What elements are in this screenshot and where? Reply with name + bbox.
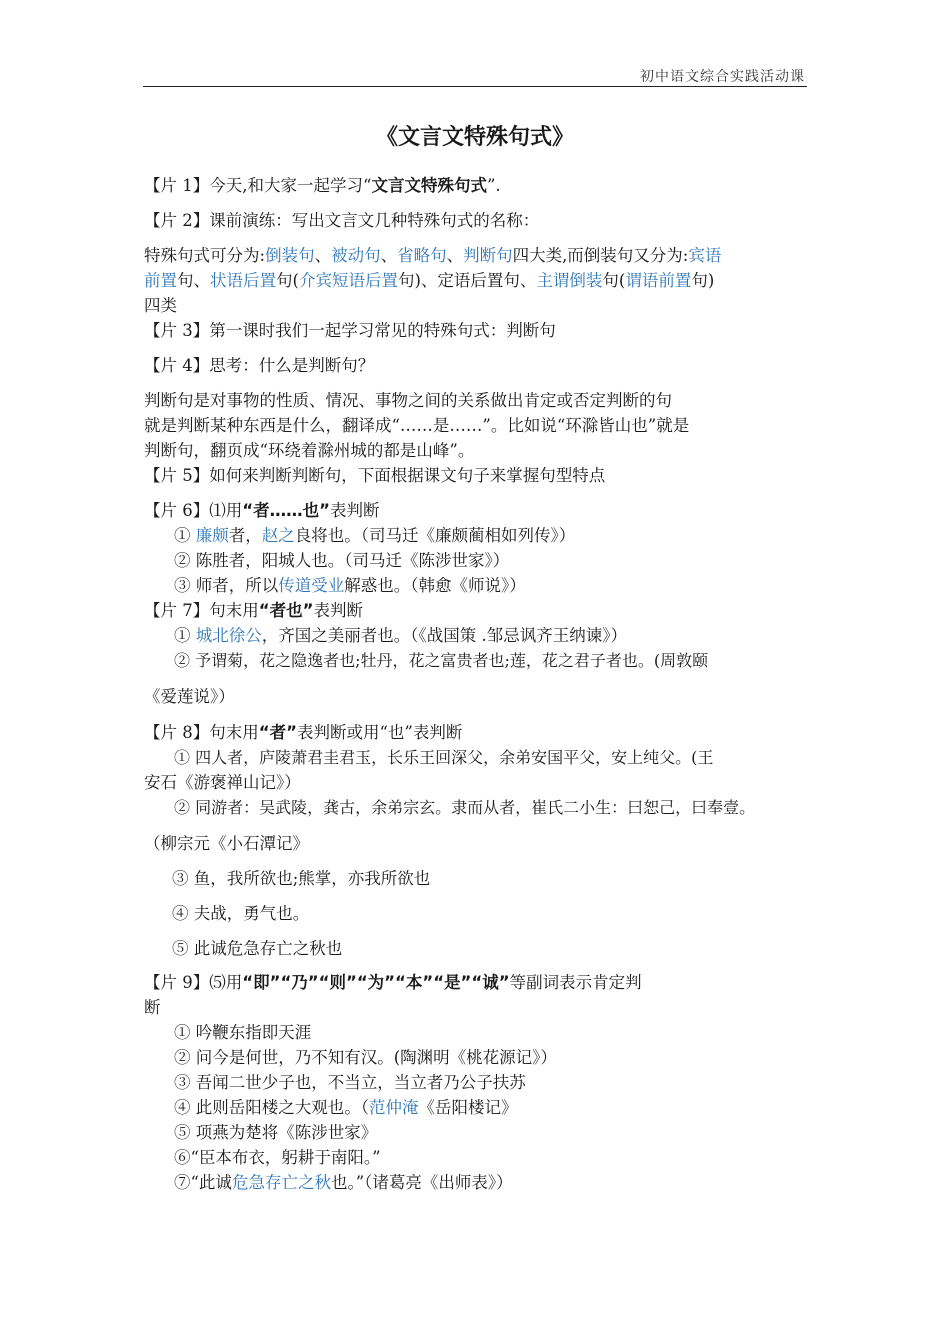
slide1-line <box>144 175 501 197</box>
term: 宾语 <box>688 246 722 265</box>
text: 句( <box>602 271 626 290</box>
example-line: ③ 吾闻二世少子也，不当立，当立者乃公子扶苏 <box>174 1073 526 1092</box>
example-line-cont: （柳宗元《小石潭记》 <box>144 834 309 853</box>
header-course: 初中语文综合实践活动课 <box>640 69 805 85</box>
term: 谓语前置 <box>625 271 692 290</box>
text: ，齐国之美丽者也。（《战国策 .邹忌讽齐王纳谏》） <box>261 626 627 645</box>
slide8-line <box>144 722 462 744</box>
text: ⑴用 <box>209 501 243 520</box>
bold-text: “者……也” <box>242 501 330 520</box>
slide5-line <box>144 465 605 487</box>
text: 句末用 <box>209 601 259 620</box>
slide-tag: 【片 8】 <box>144 723 210 742</box>
slide6-line <box>144 500 379 522</box>
example-line: ② 同游者：吴武陵，龚古，余弟宗玄。隶而从者，崔氏二小生：曰恕己，曰奉壹。 <box>174 798 756 817</box>
example-line: ② 陈胜者，阳城人也。（司马迁《陈涉世家》） <box>174 551 510 570</box>
text: 四大类,而倒装句又分为: <box>512 246 689 265</box>
types-line-2 <box>144 270 714 292</box>
slide-tag: 【片 9】 <box>144 973 210 992</box>
term: 倒装句 <box>265 246 315 265</box>
text: 特殊句式可分为: <box>144 246 266 265</box>
example-line: ① 四人者，庐陵萧君圭君玉，长乐王回深父，余弟安国平父，安上纯父。(王 <box>174 748 714 767</box>
bold-text: “即”“乃”“则”“为”“本”“是”“诚” <box>242 973 510 992</box>
slide-tag: 【片 2】 <box>144 211 210 230</box>
definition-line-1: 判断句是对事物的性质、情况、事物之间的关系做出肯定或否定判断的句 <box>144 391 672 410</box>
text: 句末用 <box>209 723 259 742</box>
example-line: ③ 鱼，我所欲也;熊掌，亦我所欲也 <box>172 869 431 888</box>
term: 前置 <box>144 271 177 290</box>
slide3-line <box>144 320 556 342</box>
slide-tag: 【片 1】 <box>144 176 210 195</box>
example-line <box>174 625 627 647</box>
text: 等副词表示肯定判 <box>509 973 642 992</box>
bold-text: 文言文特殊句式 <box>371 176 487 195</box>
example-line: ⑤ 此诚危急存亡之秋也 <box>172 939 343 958</box>
bold-text: “者” <box>258 723 297 742</box>
slide-tag: 【片 7】 <box>144 601 210 620</box>
text: 句( <box>276 271 299 290</box>
example-line <box>174 525 575 547</box>
text: 句)、定语后置句、 <box>397 271 537 290</box>
text: 如何来判断判断句，下面根据课文句子来掌握句型特点 <box>209 466 606 485</box>
text: ”. <box>486 176 501 195</box>
text: 《岳阳楼记》 <box>418 1098 518 1117</box>
example-line <box>174 1097 518 1119</box>
text: 也。”（诸葛亮《出师表》） <box>330 1173 513 1192</box>
slide-tag: 【片 4】 <box>144 356 210 375</box>
slide2-line <box>144 210 539 232</box>
term: 危急存亡之秋 <box>231 1173 331 1192</box>
text: 四类 <box>144 296 177 315</box>
text: 第一课时我们一起学习常见的特殊句式：判断句 <box>209 321 556 340</box>
text: 解惑也。（韩愈《师说》） <box>344 576 526 595</box>
slide9-line-cont: 断 <box>144 998 161 1017</box>
text: 表判断或用“也”表判断 <box>296 723 463 742</box>
text: ⑦“此诚 <box>174 1173 232 1192</box>
text: 、 <box>380 246 398 265</box>
bold-text: “者也” <box>258 601 314 620</box>
types-line-3 <box>144 295 177 317</box>
example-line <box>174 1172 513 1194</box>
text: 者， <box>228 526 262 545</box>
term: 介宾短语后置 <box>298 271 398 290</box>
term: 主谓倒装 <box>536 271 603 290</box>
text: 思考：什么是判断句？ <box>209 356 375 375</box>
example-line: ④ 夫战，勇气也。 <box>172 904 310 923</box>
text: 、 <box>314 246 332 265</box>
term: 廉颇 <box>195 526 229 545</box>
example-line: ⑤ 项燕为楚将《陈涉世家》 <box>174 1123 378 1142</box>
types-line-1 <box>144 245 721 267</box>
text: 课前演练：写出文言文几种特殊句式的名称： <box>209 211 540 230</box>
example-line <box>174 575 526 597</box>
text: ③ 师者，所以 <box>174 576 279 595</box>
term: 城北徐公 <box>195 626 262 645</box>
text: 表判断 <box>313 601 363 620</box>
slide4-line <box>144 355 374 377</box>
text: ① <box>174 626 196 645</box>
page-title: 《文言文特殊句式》 <box>375 125 574 150</box>
example-line-cont: 《爱莲说》） <box>144 687 235 706</box>
term: 省略句 <box>397 246 447 265</box>
slide-tag: 【片 3】 <box>144 321 210 340</box>
text: ⑸用 <box>209 973 243 992</box>
text: ① <box>174 526 196 545</box>
text: 句) <box>691 271 715 290</box>
text: 、 <box>446 246 464 265</box>
text: ④ 此则岳阳楼之大观也。（ <box>174 1098 369 1117</box>
text: 良将也。（司马迁《廉颇蔺相如列传》） <box>294 526 576 545</box>
definition-line-2: 就是判断某种东西是什么，翻译成“……是……”。比如说“环滁皆山也”就是 <box>144 416 690 435</box>
text: 今天,和大家一起学习“ <box>209 176 372 195</box>
text: 句、 <box>177 271 210 290</box>
definition-line-3: 判断句，翻页成“环绕着滁州城的都是山峰”。 <box>144 441 475 460</box>
slide-tag: 【片 6】 <box>144 501 210 520</box>
term: 赵之 <box>261 526 295 545</box>
slide9-line <box>144 972 642 994</box>
term: 判断句 <box>463 246 513 265</box>
example-line-cont: 安石《游褒禅山记》） <box>144 773 301 792</box>
term: 传道受业 <box>278 576 345 595</box>
slide-tag: 【片 5】 <box>144 466 210 485</box>
text: 表判断 <box>329 501 380 520</box>
example-line: ① 吟鞭东指即天涯 <box>174 1023 312 1042</box>
example-line: ② 予谓菊，花之隐逸者也;牡丹，花之富贵者也;莲，花之君子者也。(周敦颐 <box>174 651 709 670</box>
example-line: ⑥“臣本布衣，躬耕于南阳。” <box>174 1148 381 1167</box>
term: 状语后置 <box>210 271 276 290</box>
slide7-line <box>144 600 363 622</box>
term: 范仲淹 <box>369 1098 419 1117</box>
example-line: ② 问今是何世，乃不知有汉。(陶渊明《桃花源记》） <box>174 1048 557 1067</box>
term: 被动句 <box>331 246 381 265</box>
header-divider <box>143 86 807 87</box>
